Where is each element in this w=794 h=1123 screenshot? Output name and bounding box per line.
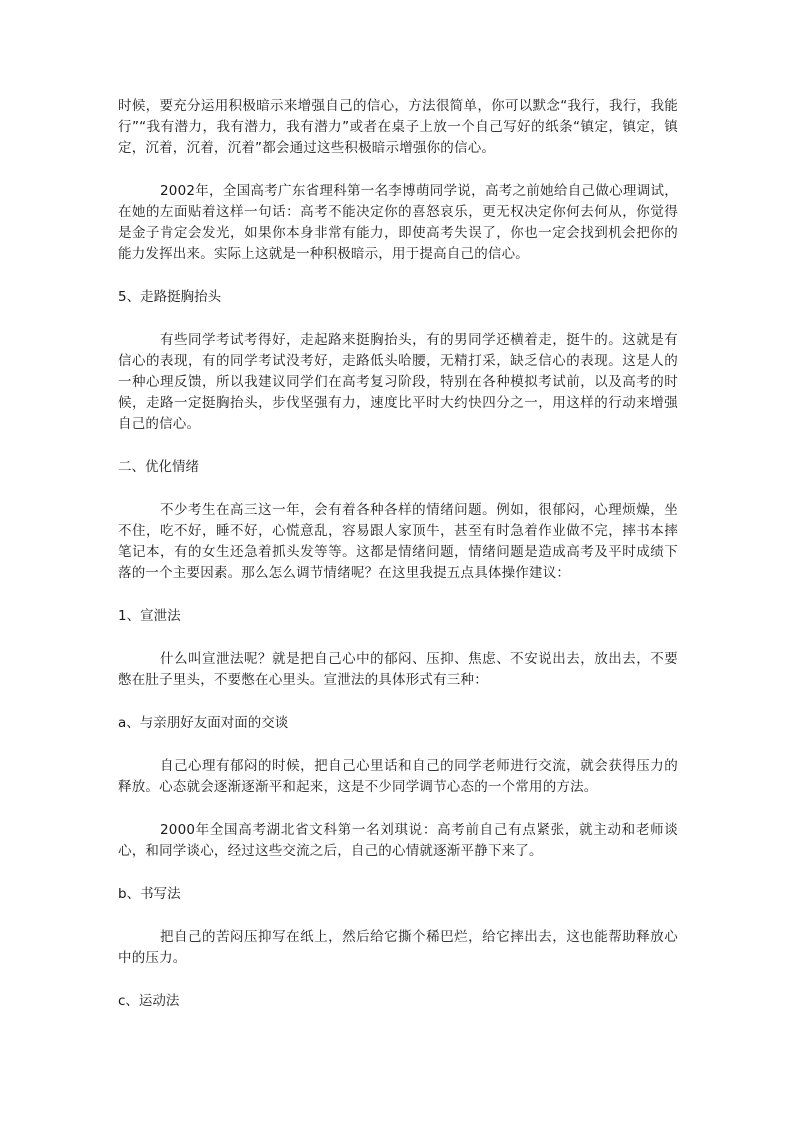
heading-walk-upright: 5、走路挺胸抬头 (118, 289, 222, 305)
paragraph-writing-method: 把自己的苦闷压抑写在纸上，然后给它撕个稀巴烂，给它摔出去，这也能帮助释放心中的压力。 (118, 929, 678, 966)
heading-face-to-face-talk: a、与亲朋好友面对面的交谈 (118, 715, 289, 731)
paragraph-face-to-face-talk: 自己心理有郁闷的时候，把自己心里话和自己的同学老师进行交流，就会获得压力的释放。心态就会逐渐逐渐平和起来，这是不少同学调节心态的一个常用的方法。 (118, 758, 678, 795)
paragraph-positive-suggestion: 时候，要充分运用积极暗示来增强自己的信心，方法很简单，你可以默念“我行，我行，我能行”“我有潜力，我有潜力，我有潜力”或者在桌子上放一个自己写好的纸条“镇定，镇定，镇定，沉着，沉着，沉着”都会通过这些积极暗示增强你的信心。 (118, 98, 678, 156)
document-page (118, 96, 678, 1012)
paragraph-li-bomeng-example: 2002年，全国高考广东省理科第一名李博萌同学说，高考之前她给自己做心理调试，在她的左面贴着这样一句话：高考不能决定你的喜怒哀乐，更无权决定你何去何从，你觉得是金子肯定会发光，如果你本身非常有能力，即使高考失误了，你也一定会找到机会把你的能力发挥出来。实际上这就是一种积极暗示，用于提高自己的信心。 (118, 183, 678, 262)
paragraph-liu-qi-example: 2000年全国高考湖北省文科第一名刘琪说：高考前自己有点紧张，就主动和老师谈心，和同学谈心，经过这些交流之后，自己的心情就逐渐平静下来了。 (118, 822, 678, 859)
heading-venting-method: 1、宣泄法 (118, 608, 181, 624)
paragraph-venting-method: 什么叫宣泄法呢？就是把自己心中的郁闷、压抑、焦虑、不安说出去，放出去，不要憋在肚子里头，不要憋在心里头。宣泄法的具体形式有三种： (118, 651, 678, 688)
paragraph-walk-upright: 有些同学考试考得好，走起路来挺胸抬头，有的男同学还横着走，挺牛的。这就是有信心的表现，有的同学考试没考好，走路低头哈腰，无精打采，缺乏信心的表现。这是人的一种心理反馈，所以我建议同学们在高考复习阶段，特别在各种模拟考试前，以及高考的时候，走路一定挺胸抬头，步伐坚强有力，速度比平时大约快四分之一，用这样的行动来增强自己的信心。 (118, 332, 678, 432)
heading-writing-method: b、书写法 (118, 886, 181, 902)
heading-exercise-method: c、运动法 (118, 993, 180, 1009)
paragraph-emotion-problems: 不少考生在高三这一年，会有着各种各样的情绪问题。例如，很郁闷，心理烦燥，坐不住，吃不好，睡不好，心慌意乱，容易跟人家顶牛，甚至有时急着作业做不完，摔书本摔笔记本，有的女生还急着抓头发等等。这都是情绪问题，情绪问题是造成高考及平时成绩下落的一个主要因素。那么怎么调节情绪呢？在这里我提五点具体操作建议： (118, 502, 678, 581)
heading-optimize-emotion: 二、优化情绪 (118, 459, 199, 475)
